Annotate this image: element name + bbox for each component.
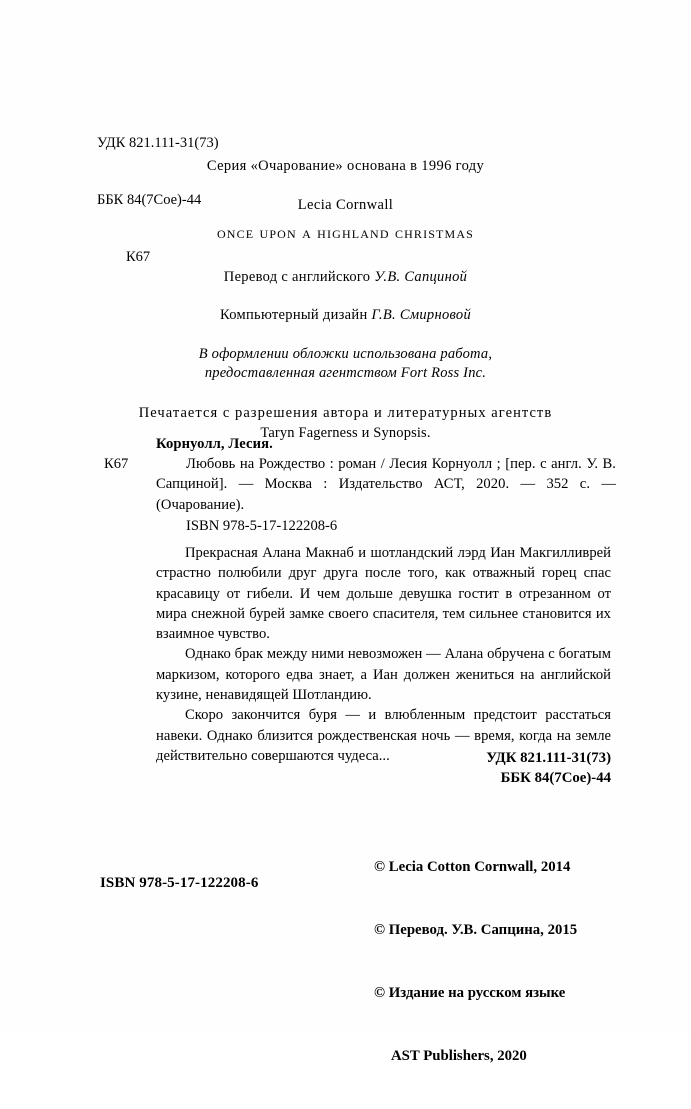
copyright-line-publisher: AST Publishers, 2020 (391, 1048, 527, 1064)
cip-isbn: ISBN 978-5-17-122208-6 (186, 517, 338, 534)
cover-note-line-1: В оформлении обложки использована работа, (198, 346, 493, 362)
design-label: Компьютерный дизайн (219, 307, 372, 323)
isbn-bottom: ISBN 978-5-17-122208-6 (100, 875, 259, 891)
annotation-paragraph: Однако брак между ними невозможен — Алана обручена с богатым маркизом, которого едва знает, а Иан должен жениться на английской кузине, ненавидящей Шотландию. (156, 646, 611, 704)
designer-name: Г.В. Смирновой (371, 307, 472, 323)
copyright-line-author: © Lecia Cotton Cornwall, 2014 (374, 859, 571, 875)
original-title: once upon a highland christmas (216, 223, 474, 242)
cip-shelf-mark: К67 (104, 456, 129, 473)
cip-description: Любовь на Рождество : роман / Лесия Корнуолл ; [пер. с англ. У. В. Сапциной]. — Москва : Издательство АСТ, 2020. — 352 с. — (Очарование). (156, 456, 616, 513)
copyright-line-edition: © Издание на русском языке (374, 985, 566, 1001)
original-author: Lecia Cornwall (297, 197, 394, 213)
cover-artwork-note (60, 345, 631, 383)
classification-codes-repeat (0, 748, 611, 788)
shelf-mark-code: К67 (126, 249, 151, 265)
bbk-code: ББК 84(7Сое)-44 (97, 192, 202, 208)
udk-code-repeat: УДК 821.111-31(73) (486, 750, 611, 766)
frontmatter-block (60, 158, 631, 443)
annotation-block (156, 543, 611, 766)
cip-body (104, 454, 616, 536)
permission-line-1: Печатается с разрешения автора и литературных агентств (138, 405, 553, 421)
annotation-paragraph: Скоро закончится буря — и влюбленным предстоит расстаться навеки. Однако близится рождественская ночь — время, когда на земле действительно совершаются чудеса... (156, 707, 611, 764)
bbk-code-repeat: ББК 84(7Сое)-44 (500, 770, 611, 786)
design-credit (60, 307, 631, 324)
translation-credit (60, 269, 631, 286)
udk-code: УДК 821.111-31(73) (97, 135, 219, 151)
cover-note-line-2: предоставленная агентством Fort Ross Inc. (204, 365, 487, 381)
series-line: Серия «Очарование» основана в 1996 году (206, 158, 485, 174)
permission-line-2: Taryn Fagerness и Synopsis. (260, 425, 431, 441)
copyright-line-translation: © Перевод. У.В. Сапцина, 2015 (374, 922, 578, 938)
annotation-paragraph: Прекрасная Алана Макнаб и шотландский лэрд Иан Макгилливрей страстно полюбили друг друга после того, как отважный горец спас красавицу от гибели. И чем дольше девушка гостит в отрезанном от мира снежной бурей замке своего спасителя, тем сильнее становится их взаимное чувство. (156, 545, 611, 643)
copyright-block (374, 815, 577, 1109)
translator-name: У.В. Сапциной (374, 269, 468, 285)
cip-author-heading: Корнуолл, Лесия. (156, 436, 273, 452)
translation-label: Перевод с английского (223, 269, 375, 285)
cip-record (104, 434, 616, 536)
